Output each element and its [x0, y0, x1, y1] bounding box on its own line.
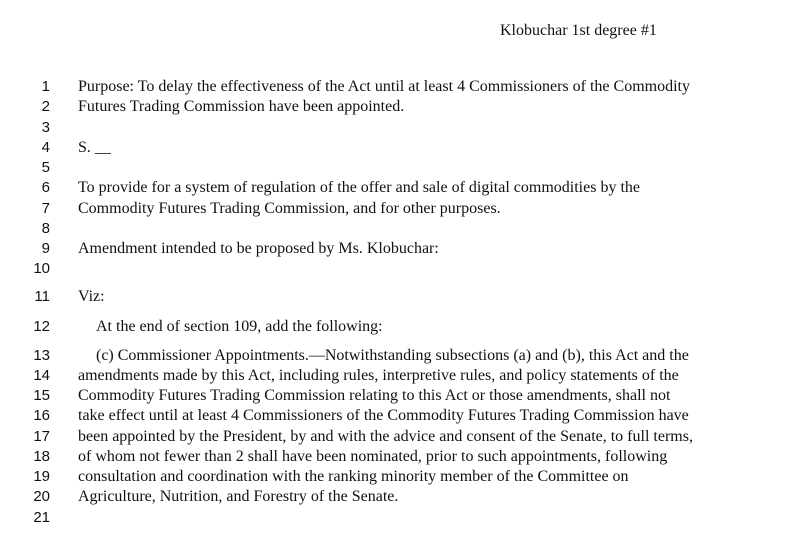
amendment-body-text: Commodity Futures Trading Commission relating to this Act or those amendments, shall not — [78, 387, 671, 404]
bill-title-text: Commodity Futures Trading Commission, and for other purposes. — [78, 200, 501, 217]
document-line — [0, 346, 800, 366]
line-number: 12 — [33, 318, 50, 335]
document-line — [0, 427, 800, 447]
line-number: 17 — [33, 428, 50, 445]
instruction-text: At the end of section 109, add the following: — [96, 318, 383, 335]
line-number: 15 — [33, 387, 50, 404]
document-line — [0, 447, 800, 467]
document-line — [0, 317, 800, 337]
document-line — [0, 97, 800, 117]
line-number: 16 — [33, 407, 50, 424]
amendment-body-text: take effect until at least 4 Commissioners of the Commodity Futures Trading Commission have — [78, 407, 689, 424]
line-number: 7 — [41, 200, 50, 217]
amendment-body-text: been appointed by the President, by and with the advice and consent of the Senate, to full terms, — [78, 428, 693, 445]
document-line — [0, 239, 800, 259]
line-number: 18 — [33, 448, 50, 465]
document-line — [0, 259, 800, 279]
amendment-body-text: amendments made by this Act, including rules, interpretive rules, and policy statements of the — [78, 367, 679, 384]
line-number: 4 — [41, 139, 50, 156]
purpose-text: Purpose: To delay the effectiveness of the Act until at least 4 Commissioners of the Commodity — [78, 78, 690, 95]
document-line — [0, 406, 800, 426]
document-line — [0, 287, 800, 307]
line-number: 3 — [41, 119, 50, 136]
amendment-body-text: (c) Commissioner Appointments.—Notwithstanding subsections (a) and (b), this Act and the — [96, 347, 689, 364]
line-number: 10 — [33, 260, 50, 277]
line-number: 6 — [41, 179, 50, 196]
document-line — [0, 386, 800, 406]
document-line — [0, 158, 800, 178]
document-line — [0, 366, 800, 386]
amendment-body-text: Agriculture, Nutrition, and Forestry of the Senate. — [78, 488, 399, 505]
line-number: 21 — [33, 509, 50, 526]
document-line — [0, 508, 800, 528]
bill-number-text: S. __ — [78, 139, 111, 156]
amendment-header-label: Klobuchar 1st degree #1 — [500, 22, 657, 39]
amendment-body-text: of whom not fewer than 2 shall have been nominated, prior to such appointments, following — [78, 448, 668, 465]
viz-text: Viz: — [78, 288, 105, 305]
document-line — [0, 487, 800, 507]
line-number: 8 — [41, 220, 50, 237]
document-line — [0, 467, 800, 487]
purpose-text: Futures Trading Commission have been appointed. — [78, 98, 405, 115]
line-number: 19 — [33, 468, 50, 485]
line-number: 11 — [34, 288, 50, 305]
line-number: 2 — [41, 98, 50, 115]
document-line — [0, 219, 800, 239]
amendment-body-text: consultation and coordination with the ranking minority member of the Committee on — [78, 468, 629, 485]
line-number: 1 — [41, 78, 50, 95]
line-number: 20 — [33, 488, 50, 505]
document-line — [0, 77, 800, 97]
bill-title-text: To provide for a system of regulation of the offer and sale of digital commodities by the — [78, 179, 640, 196]
document-line — [0, 118, 800, 138]
line-number: 9 — [41, 240, 50, 257]
document-line — [0, 138, 800, 158]
line-number: 5 — [41, 159, 50, 176]
line-number: 13 — [33, 347, 50, 364]
line-number: 14 — [33, 367, 50, 384]
document-line — [0, 178, 800, 198]
proposer-text: Amendment intended to be proposed by Ms. Klobuchar: — [78, 240, 439, 257]
document-line — [0, 199, 800, 219]
